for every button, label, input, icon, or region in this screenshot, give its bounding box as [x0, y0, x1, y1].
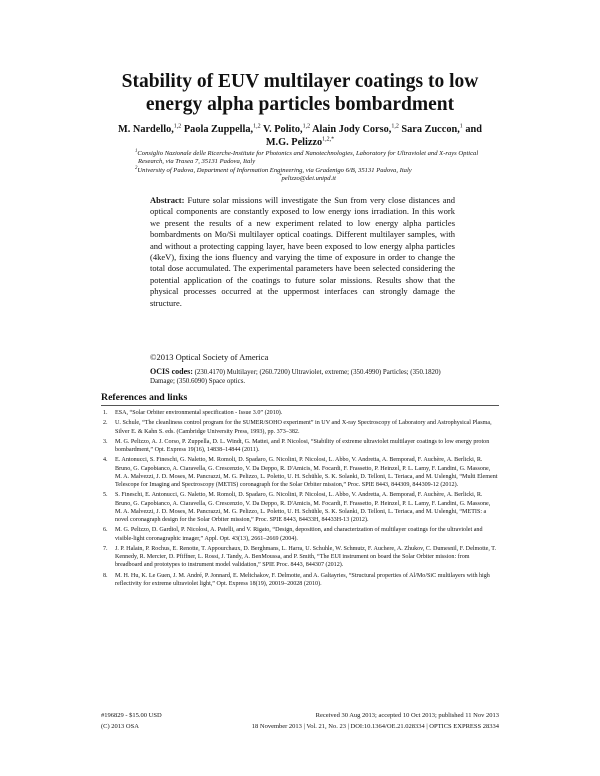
abstract-text: Future solar missions will investigate the Sun from very close distances and optical components are constantly exposed to low energy ions irradiation. In this work we present the results of a new experiment related to low energy alpha particles bombardments on Mo/Si multilayer optical coatings. Different multilayer samples, with and without a protecting capping layer, have been exposed to low energy alpha particles (4keV), fixing the ions fluency and varying the time of exposure in order to change the total dose accumulated. The experimental parameters have been selected considering the potential application of the coatings to future solar missions. Results show that the physical processes occurred at the uppermost interfaces can strongly damage the structure. — [150, 195, 456, 308]
ocis-label: OCIS codes: — [150, 367, 193, 376]
footer-received: Received 30 Aug 2013; accepted 10 Oct 2013; published 11 Nov 2013 — [315, 712, 499, 719]
affiliations — [135, 150, 480, 184]
reference-item: 1. ESA, “Solar Orbiter environmental specification - Issue 3.0” (2010). — [103, 410, 283, 416]
author: and M.G. Pelizzo$^{1,2,*}$ — [265, 124, 482, 148]
reference-item: 7. J. P. Halain, P. Rochus, E. Renotte, T. Appourchaux, D. Berghmans, L. Harra, U. Schuhle, W. Schmutz, F. Auchere, A. Zhukov, C. Dumesnil, F. Delmotte, T. Kennedy, R. Mercier, D. Pfiffner, L. Rossi, J. Tandy, A. BenMoussa, and P. Smith, “The EUI instrument on board the Solar Orbiter mission: from breadboard and prototypes to instrument model validation,” SPIE Proc. 8443, 844307 (2012). — [103, 545, 497, 569]
footer-journal: 18 November 2013 | Vol. 21, No. 23 | DOI:10.1364/OE.21.028334 | OPTICS EXPRESS 28334 — [251, 722, 499, 730]
email-address[interactable]: *pelizzo@dei.unipd.it — [279, 174, 336, 183]
footer-copyright: (C) 2013 OSA — [101, 722, 139, 730]
abstract-label: Abstract: — [150, 195, 185, 205]
abstract — [150, 195, 455, 309]
ocis-text: (230.4170) Multilayer; (260.7200) Ultraviolet, extreme; (350.4990) Particles; (350.1820) Damage; (350.6090) Space optics. — [150, 369, 441, 386]
references-divider — [101, 405, 499, 406]
reference-item: 6. M. G. Pelizzo, D. Gardiol, P. Nicolosi, A. Patelli, and V. Rigato, “Design, deposition, and characterization of multilayer coatings for the ultraviolet and visible-light coronagraphic imager,” Appl. Opt. 43(13), 2661–2669 (2004). — [103, 527, 483, 542]
reference-item: 2. U. Schule, “The cleanliness control program for the SUMER/SOHO experiment” in UV and X-ray Spectroscopy of Laboratory and Astrophysical Plasma, Silver E. & Kahn S. eds. (Cambridge University Press, 1993), pp. 373–382. — [103, 420, 492, 435]
author: V. Polito,$^{1,2}$ — [263, 123, 311, 135]
reference-item: 3. M. G. Pelizzo, A. J. Corso, P. Zuppella, D. L. Windt, G. Mattei, and P. Nicolosi, “Stability of extreme ultraviolet multilayer coatings to low energy proton bombardment,” Opt. Express 19(16), 14838–14844 (2011). — [103, 438, 490, 453]
author: Sara Zuccon,$^1$ — [401, 123, 463, 135]
author: Alain Jody Corso,$^{1,2}$ — [312, 123, 399, 135]
copyright-notice: ©2013 Optical Society of America — [150, 352, 269, 362]
paper-title: Stability of EUV multilayer coatings to low energy alpha particles bombardment — [121, 71, 479, 115]
reference-item: 8. M. H. Hu, K. Le Guen, J. M. André, P. Jonnard, E. Meltchakov, F. Delmotte, and A. Galtayries, “Structural properties of Al/Mo/SiC multilayers with high reflectivity for extreme ultraviolet light,” Opt. Express 18(19), 20019–20028 (2010). — [103, 572, 490, 587]
reference-item: 4. E. Antonucci, S. Fineschi, G. Naletto, M. Romoli, D. Spadaro, G. Nicolini, P. Nicolosi, L. Abbo, V. Andretta, A. Bemporad, F. Auchère, A. Berlicki, R. Bruno, G. Capobianco, A. Ciaravella, G. Crescenzio, V. Da Deppo, R. D'Amicis, M. Focardi, F. Frassetto, P. Heinzel, P. L. Lamy, F. Landini, G. Massone, M. A. Malvezzi, J. D. Moses, M. Pancrazzi, M. G. Pelizzo, L. Poletto, U. H. Schühle, S. K. Solanki, D. Telloni, L. Teriaca, and M. Uslenghi, “Multi Element Telescope for Imaging and Spectroscopy (METIS) coronagraph for the Solar Orbiter mission,” Proc. SPIE 8443, 844309, 844309-12 (2012). — [103, 457, 498, 488]
page-footer — [101, 711, 499, 732]
author: M. Nardello,$^{1,2}$ — [118, 123, 182, 135]
author: Paola Zuppella,$^{1,2}$ — [183, 123, 261, 135]
ocis-codes — [150, 367, 455, 387]
reference-item: 5. S. Fineschi, E. Antonucci, G. Naletto, M. Romoli, D. Spadaro, G. Nicolini, P. Nicolosi, L. Abbo, V. Andretta, A. Bemporad, F. Auchère, A. Berlicki, R. Bruno, G. Capobianco, A. Ciaravella, G. Crescenzio, V. Da Deppo, R. D'Amicis, M. Focardi, F. Frassetto, P. Heinzel, P. L. Lamy, F. Landini, G. Massone, M. A. Malvezzi, J. D. Moses, M. Pancrazzi, M. G. Pelizzo, L. Poletto, U. H. Schühle, S. K. Solanki, D. Telloni, L. Teriaca, and M. Uslenghi, “METIS: a novel coronagraph design for the Solar Orbiter mission,” Proc. SPIE 8443, 84433H, 84433H-13 (2012). — [103, 492, 491, 523]
affiliation: $^1$Consiglio Nazionale delle Ricerche-Institute for Photonics and Nanotechnologies, Laboratory for Ultraviolet and X-rays Optical Research, via Trasea 7, 35131 Padova, Italy — [135, 148, 479, 166]
affiliation: $^2$University of Padova, Department of Information Engineering, via Gradenigo 6/B, 35131 Padova, Italy — [135, 165, 412, 174]
references-heading: References and links — [101, 392, 188, 403]
footer-id-price: #196829 - $15.00 USD — [101, 712, 162, 719]
author-list — [110, 123, 490, 149]
reference-list — [101, 409, 498, 590]
